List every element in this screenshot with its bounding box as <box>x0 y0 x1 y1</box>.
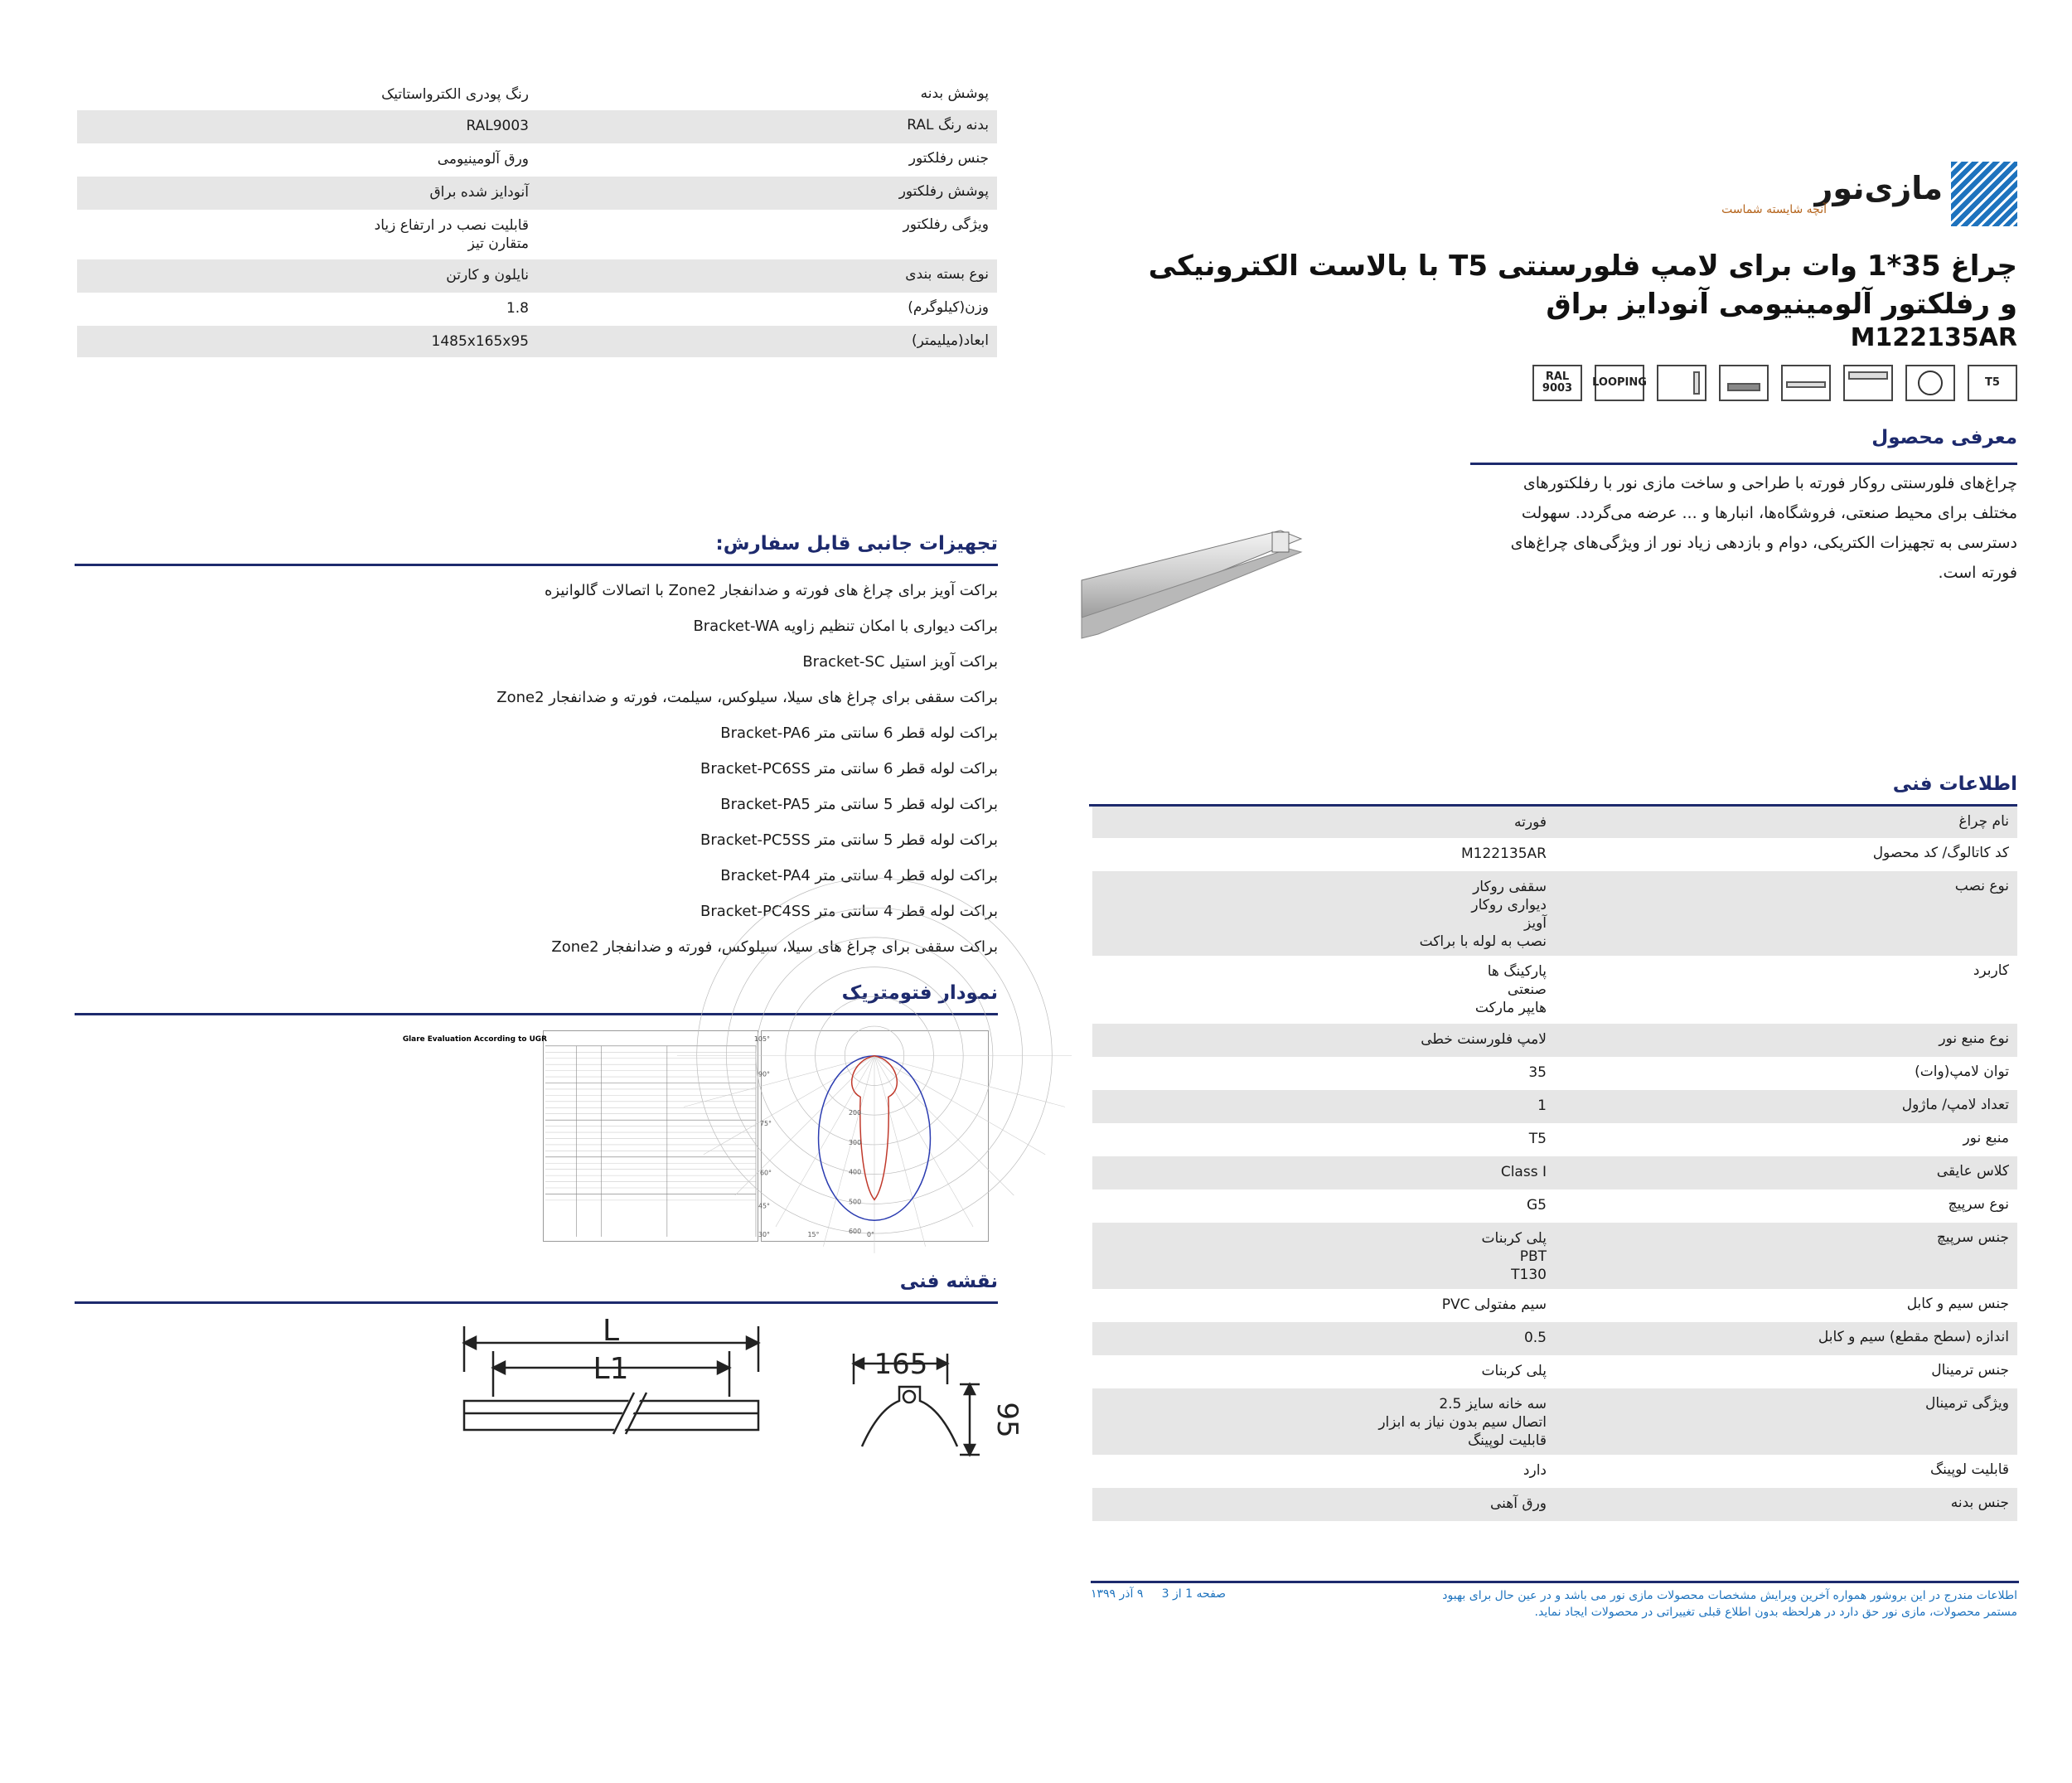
product-photo <box>1082 531 1305 655</box>
intro-text: چراغ‌های فلورسنتی روکار فورته با طراحی و ساخت مازی نور با رفلکتورهای مختلف برای محیط صنعتی، فروشگاه‌ها، انبارها و ... عرضه می‌گردد. سهولت دسترسی به تجهیزات الکتریکی، دوام و بازدهی زیاد نور از ویژگی‌های چراغ‌های فورته است. <box>1510 474 2017 582</box>
row-label: نام چراغ <box>1958 813 2009 830</box>
row-label: وزن(کیلوگرم) <box>908 299 989 316</box>
row-label: کد کاتالوگ/ کد محصول <box>1872 845 2009 861</box>
polar-angle-label: 15° <box>807 1231 820 1239</box>
accessories-heading: تجهیزات جانبی قابل سفارش: <box>715 533 998 555</box>
footer-note: اطلاعات مندرج در این بروشور همواره آخرین ویرایش مشخصات محصولات مازی نور می باشد و در عین حال برای بهبود مستمر محصولات، مازی نور حق دارد در هرلحظه بدون اطلاع قبلی تغییراتی در محصولات ایجاد نماید. <box>1442 1589 2017 1619</box>
t5-lamp-label: T5 <box>1985 376 2000 389</box>
row-value: پلی کربنات <box>1481 1363 1547 1379</box>
intro-rule <box>1470 463 2017 465</box>
earth-ground-icon <box>1905 365 1955 401</box>
ral-color-icon <box>1532 365 1582 401</box>
product-code: M122135AR <box>1850 323 2017 352</box>
row-value: رنگ پودری الکترواستاتیک <box>381 86 529 103</box>
footer-page-info <box>1091 1587 1226 1601</box>
row-label: پوشش رفلکتور <box>898 183 989 200</box>
row-value: فورته <box>1514 814 1547 831</box>
accessory-item: براکت آویز استیل Bracket-SC <box>802 653 998 671</box>
earth-ground-glyph <box>1918 371 1943 395</box>
table-row <box>1092 1322 2017 1355</box>
row-label: نوع سرپیچ <box>1948 1196 2009 1213</box>
row-label: ابعاد(میلیمتر) <box>911 332 989 349</box>
row-value: 35 <box>1528 1064 1547 1081</box>
table-row <box>1092 1057 2017 1090</box>
row-value: آنودایز شده براق <box>429 184 529 201</box>
table-row <box>77 259 997 293</box>
accessory-item: براکت لوله قطر 5 سانتی متر Bracket-PA5 <box>720 796 998 813</box>
accessories-rule <box>75 564 998 566</box>
row-value: G5 <box>1527 1197 1547 1214</box>
row-label: تعداد لامپ/ ماژول <box>1901 1097 2009 1113</box>
row-label: جنس رفلکتور <box>908 150 989 167</box>
row-label: ویژگی رفلکتور <box>903 216 989 233</box>
table-row <box>1092 1189 2017 1223</box>
table-row <box>77 293 997 326</box>
table-row <box>1092 1223 2017 1289</box>
polar-radius-label: 600 <box>849 1228 862 1236</box>
polar-radius-label: 500 <box>849 1198 862 1206</box>
row-label: پوشش بدنه <box>920 85 989 102</box>
row-value: RAL9003 <box>466 118 529 134</box>
drawing-width-label: 165 <box>874 1348 928 1381</box>
table-row <box>1092 807 2017 838</box>
row-value: نایلون و کارتن <box>446 267 529 283</box>
polar-angle-label: 75° <box>759 1120 772 1128</box>
table-row <box>77 143 997 177</box>
row-label: کلاس عایقی <box>1936 1163 2009 1180</box>
row-value: Class I <box>1500 1164 1547 1180</box>
polar-angle-label: 60° <box>759 1169 772 1177</box>
drawing-label-L: L <box>602 1314 620 1348</box>
logo-text: مازی‌نور <box>1814 170 1943 206</box>
glare-evaluation-table <box>402 1030 758 1242</box>
surface-mount-glyph <box>1848 371 1888 380</box>
polar-spoke <box>874 1056 1045 1155</box>
accessory-item: براکت سقفی برای چراغ های سیلا، سیلوکس، فورته و ضدانفجار Zone2 <box>551 938 998 956</box>
table-row <box>77 110 997 143</box>
polar-radius-label: 300 <box>849 1138 862 1146</box>
row-value: لامپ فلورسنت خطی <box>1421 1031 1547 1048</box>
table-row <box>1092 1289 2017 1322</box>
row-value: 0.5 <box>1523 1330 1547 1346</box>
row-value: 1485x165x95 <box>431 333 529 350</box>
technical-drawing <box>448 1314 1024 1488</box>
drawing-heading: نقشه فنی <box>899 1271 998 1292</box>
row-label: ویژگی ترمینال <box>1925 1395 2009 1412</box>
row-value: سقفی روکار دیواری روکار آویز نصب به لوله با براکت <box>1419 879 1547 950</box>
photometric-heading: نمودار فتومتریک <box>841 982 998 1004</box>
brand-logo <box>1721 162 2017 228</box>
table-row <box>1092 1488 2017 1521</box>
row-label: اندازه (سطح مقطع) سیم و کابل <box>1818 1329 2009 1345</box>
product-title: چراغ 35*1 وات برای لامپ فلورسنتی T5 با بالاست الکترونیکی و رفلکتور آلومینیومی آنودایز براق <box>1148 250 2017 321</box>
row-label: جنس سرپیچ <box>1936 1229 2009 1246</box>
intro-heading: معرفی محصول <box>1871 427 2017 448</box>
accessory-item: براکت لوله قطر 4 سانتی متر Bracket-PA4 <box>720 867 998 884</box>
table-row <box>1092 1355 2017 1388</box>
footer-page-number: صفحه 1 از 3 <box>1161 1587 1227 1601</box>
polar-angle-label: 105° <box>753 1034 770 1043</box>
table-row <box>1092 1156 2017 1189</box>
polar-angle-label: 90° <box>758 1070 770 1078</box>
bracket-mount-icon <box>1719 365 1769 401</box>
table-row <box>77 326 997 357</box>
polar-spoke <box>823 1056 874 1247</box>
row-value: قابلیت نصب در ارتفاع زیاد متقارن تیز <box>374 217 529 252</box>
row-label: منبع نور <box>1963 1130 2009 1146</box>
logo-slogan: آنچه شایسته شماست <box>1721 203 1827 216</box>
looping-label: LOOPING <box>1592 376 1647 389</box>
polar-radius-label: 400 <box>849 1168 862 1176</box>
wall-mount-glyph <box>1693 371 1700 395</box>
pendant-mount-glyph <box>1786 381 1826 388</box>
polar-spoke <box>874 1056 973 1227</box>
looping-icon <box>1592 365 1647 401</box>
table-row <box>1092 956 2017 1024</box>
polar-radius-label: 200 <box>849 1109 862 1117</box>
row-value: ورق آلومینیومی <box>437 151 529 167</box>
row-value: دارد <box>1523 1462 1547 1479</box>
feature-icons <box>1532 365 2017 401</box>
row-label: نوع نصب <box>1954 878 2009 894</box>
row-label: جنس سیم و کابل <box>1906 1296 2009 1312</box>
table-row <box>77 79 997 110</box>
wall-mount-icon <box>1657 365 1706 401</box>
accessory-item: براکت لوله قطر 6 سانتی متر Bracket-PC6SS <box>700 760 998 778</box>
accessory-item: براکت لوله قطر 4 سانتی متر Bracket-PC4SS <box>700 903 998 920</box>
table-row <box>1092 1388 2017 1455</box>
table-row <box>77 177 997 210</box>
spec-top-table <box>77 79 997 357</box>
row-value: 1.8 <box>506 300 529 317</box>
accessory-item: براکت لوله قطر 5 سانتی متر Bracket-PC5SS <box>700 831 998 849</box>
polar-angle-label: 30° <box>758 1231 770 1239</box>
accessory-item: براکت لوله قطر 6 سانتی متر Bracket-PA6 <box>720 724 998 742</box>
tech-info-heading: اطلاعات فنی <box>1892 773 2017 795</box>
surface-mount-icon <box>1843 365 1893 401</box>
accessory-item: براکت آویز برای چراغ های فورته و ضدانفجار Zone2 با اتصالات گالوانیزه <box>545 582 998 599</box>
table-row <box>1092 1123 2017 1156</box>
row-label: نوع بسته بندی <box>905 266 989 283</box>
right-page <box>1036 0 2072 1783</box>
ral-color-label: RAL 9003 <box>1542 371 1573 395</box>
row-label: بدنه رنگ RAL <box>907 117 989 133</box>
bracket-mount-glyph <box>1727 383 1760 391</box>
row-label: قابلیت لوپینگ <box>1929 1461 2009 1478</box>
row-value: پلی کربنات PBT T130 <box>1481 1230 1547 1283</box>
tech-info-table <box>1092 807 2017 1521</box>
polar-photometric-chart <box>753 1030 989 1242</box>
row-value: M122135AR <box>1460 845 1547 862</box>
row-value: ورق آهنی <box>1490 1495 1547 1512</box>
footer-rule <box>1091 1581 2019 1583</box>
table-row <box>1092 1024 2017 1057</box>
polar-spoke <box>874 1056 926 1247</box>
accessory-item: براکت دیواری با امکان تنظیم زاویه Bracket-WA <box>693 618 998 635</box>
polar-angle-label: 45° <box>758 1202 770 1210</box>
glare-table-title: Glare Evaluation According to UGR <box>402 1034 547 1044</box>
row-label: جنس ترمینال <box>1931 1362 2009 1378</box>
row-value: سه خانه سایز 2.5 اتصال سیم بدون نیاز به ابزار قابلیت لوپینگ <box>1378 1396 1547 1449</box>
footer-date: ۹ آذر ۱۳۹۹ <box>1091 1587 1144 1601</box>
pendant-mount-icon <box>1781 365 1831 401</box>
row-value: T5 <box>1528 1131 1547 1147</box>
t5-lamp-icon <box>1968 365 2017 401</box>
logo-mark-icon <box>1951 162 2017 226</box>
drawing-rule <box>75 1301 998 1304</box>
row-value: 1 <box>1537 1097 1547 1114</box>
drawing-height-label: 95 <box>990 1402 1024 1438</box>
table-row <box>1092 1455 2017 1488</box>
row-label: نوع منبع نور <box>1939 1030 2009 1047</box>
row-label: جنس بدنه <box>1950 1495 2009 1511</box>
row-value: سیم مفتولی PVC <box>1441 1296 1547 1313</box>
row-value: پارکینگ ها صنعتی هایپر مارکت <box>1474 963 1547 1016</box>
table-row <box>1092 1090 2017 1123</box>
photometric-rule <box>75 1013 998 1015</box>
polar-spoke <box>874 1056 1014 1195</box>
row-label: توان لامپ(وات) <box>1915 1064 2009 1080</box>
row-label: کاربرد <box>1973 962 2009 979</box>
table-row <box>1092 838 2017 871</box>
drawing-label-L1: L1 <box>593 1352 629 1386</box>
accessory-item: براکت سقفی برای چراغ های سیلا، سیلوکس، سیلمت، فورته و ضدانفجار Zone2 <box>496 689 998 706</box>
polar-angle-label: 0° <box>866 1231 875 1239</box>
table-row <box>1092 871 2017 956</box>
table-row <box>77 210 997 259</box>
